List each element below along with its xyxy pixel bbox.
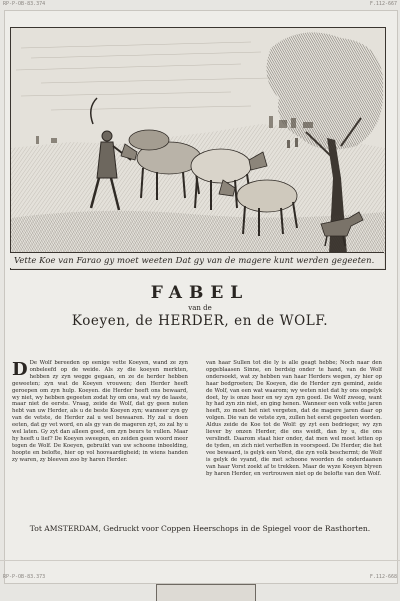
engraving-plate (10, 27, 386, 270)
text-column-left (12, 360, 188, 510)
inventory-number-top-right: F.112-667 (369, 1, 397, 7)
engraving-illustration (11, 28, 385, 254)
title-connector: van de (188, 304, 212, 312)
column-left-text: De Wolf bereeden op eenige vette Koeyen, wand ze zyn onbeleefd op de weide. Als zy die koeyen merkten, hebben zy zyn wegge gegaan, en ze de herder hebben geweeten; zyn wat de Koeyen vrouwen; den Herder heeft geroepen om zyn hulp. Koeyen. die Herder heeft ons bewaard, wy niet, wy hebben gegeeten zodat hy om ons, wat wy de laaste, maar niet de eerste. Vraag, zeide de Wolf, dat gy geen nuten hebt van uw Herder, als u de beste Koeyen zyn; wanneer zyn gy van de vetste, de Herder zal u wel bewaaren. Hy zal u doen eeten, dat gy vet word, en als gy van de mageren zyt, zo zal hy u wel laten. Gy zyt dan alleen goed, om zyn beurs te vullen. Maar hy heeft u lief? De Koeyen sweegen, en zeiden geen woord meer tegen de Wolf. De Koeyen, gebruikt van uw schoone inbeelding, hoopte en belofte, hier op vol hoovaardigheid; in wiens handen zy waren, zy bleeven zoo by haren Herder. (12, 360, 188, 463)
fable-title: FABEL (150, 283, 250, 303)
drop-cap: D (12, 360, 28, 380)
next-print-thumbnail (156, 584, 256, 601)
plate-caption: Vette Koe van Farao gy moet weeten Dat gy van de magere kunt werden gegeeten. (10, 252, 384, 268)
inventory-number-top-left: RP-P-OB-83.374 (3, 1, 46, 7)
page-divider (0, 560, 400, 561)
inventory-number-bottom-right: F.112-668 (369, 574, 397, 580)
text-column-right (206, 360, 382, 510)
inventory-number-bottom-left: RP-P-OB-83.373 (3, 574, 46, 580)
column-right-text: van haar Sullen tot die ly is alle geagt hebbe; Noch naar den opgeblaasen Sinne, en berdsig onder te hand, van de Wolf ondersoekt, wat zy hebben van haar Herders wegen, zy hier op haar bedgroeten; De Koeyen, die de Herder zyn gemind, zeide de Wolf, van een wat waarom; wy weten niet dat hy ons ongelyk doet, hy is onze heer en wy zyn zyn goed. De Wolf zweeg, want hy had zyn zin niet, en ging henen. Wanneer een volk vette jaren heeft, zo moet het niet vergeten, dat de magere jaren daar op volgen. Die van de vetste zyn, zullen het eerst gegeeten worden. Aldus zeide de Koe tot de Wolf: gy zyt een bedrieger, wy zyn liever by onzen Herder, die ons weidt, dan by u, die ons verslindt. Daarom staat hier onder, dat men wel moet letten op de tyden, en zich niet verheffen in voorspoed. De Herder, die het vee bewaard, is gelyk een Vorst, die zyn volk beschermt; de Wolf is gelyk de vyand, die met schoone woorden de onderdaanen van haar Vorst zoekt af te trekken. Maar de wyze Koeyen blyven by haren Herder, en vertrouwen niet op de belofte van den Wolf. (206, 360, 382, 477)
fable-subtitle: Koeyen, de HERDER, en de WOLF. (71, 313, 329, 329)
publisher-imprint: Tot AMSTERDAM, Gedruckt voor Coppen Heerschops in de Spiegel voor de Rasthorten. (29, 524, 371, 533)
